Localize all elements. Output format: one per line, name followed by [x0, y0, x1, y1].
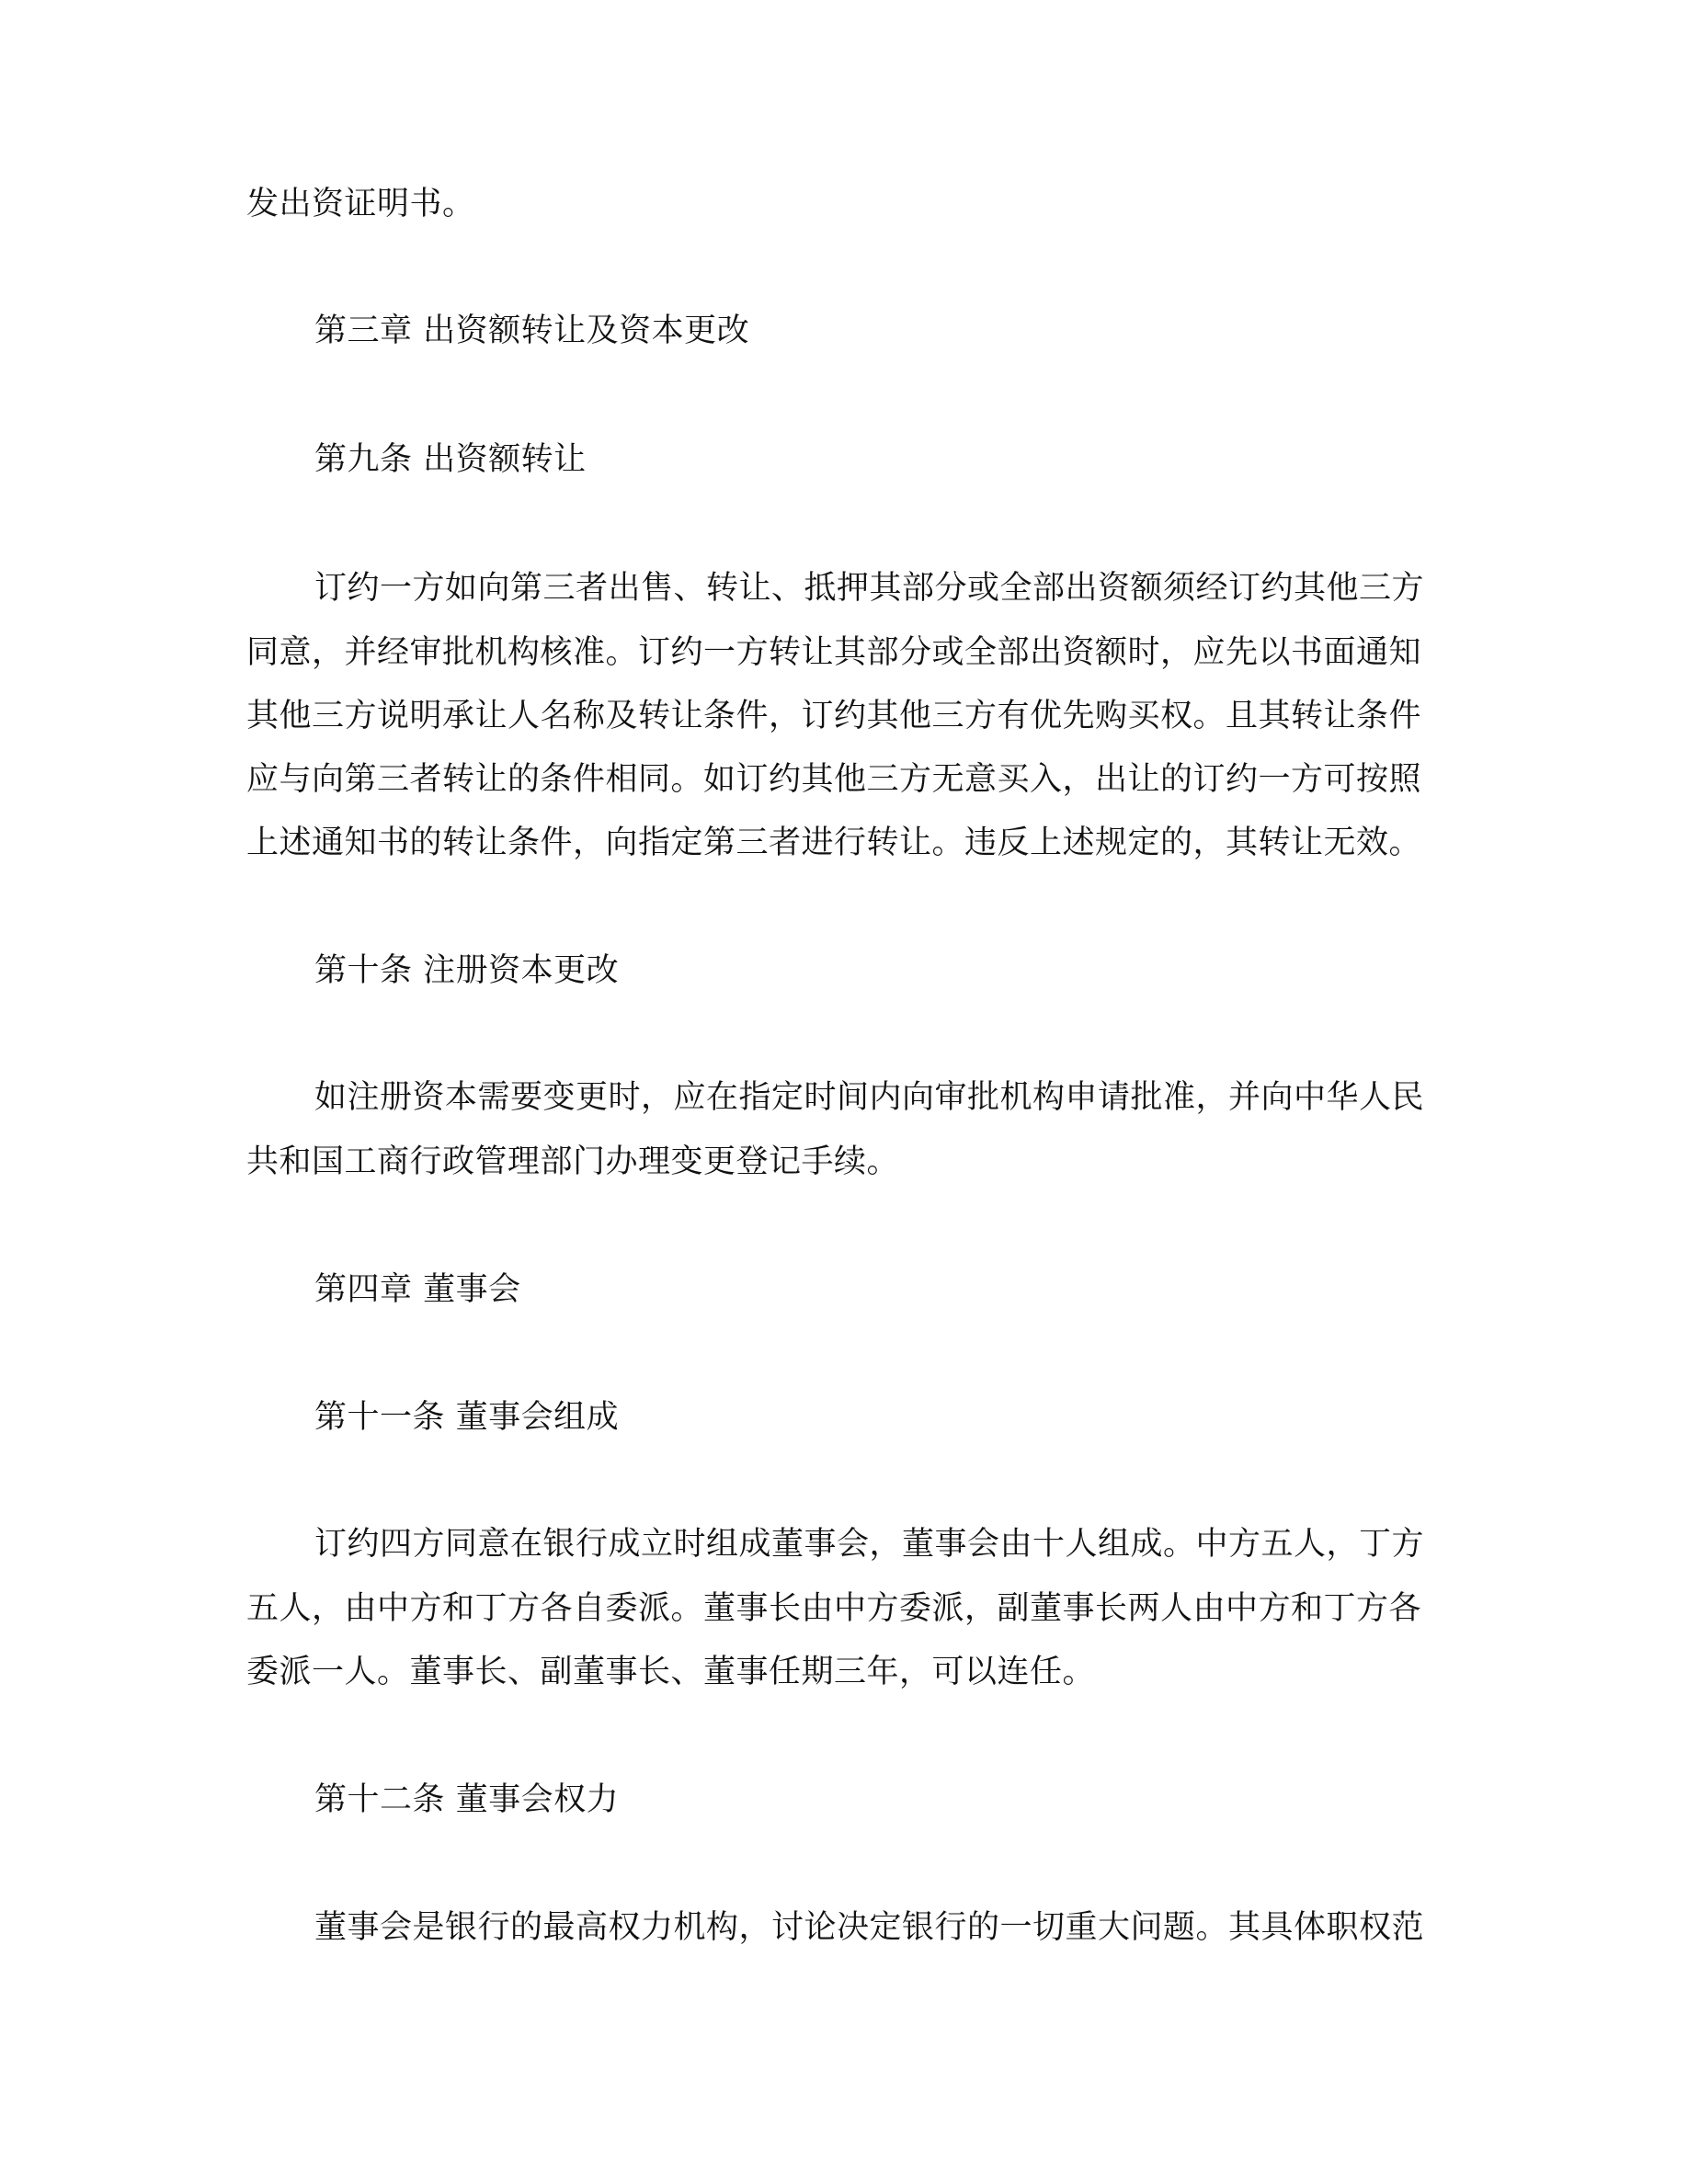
paragraph-continuation: 发出资证明书。: [246, 186, 475, 222]
paragraph-line: 其他三方说明承让人名称及转让条件，订约其他三方有优先购买权。且其转让条件: [246, 698, 1422, 734]
paragraph-line: 订约四方同意在银行成立时组成董事会，董事会由十人组成。中方五人，丁方: [314, 1526, 1425, 1563]
chapter-heading: 第三章 出资额转让及资本更改: [314, 313, 750, 349]
article-heading: 第十一条 董事会组成: [314, 1399, 620, 1436]
paragraph-line: 五人，由中方和丁方各自委派。董事长由中方委派，副董事长两人由中方和丁方各: [246, 1590, 1422, 1627]
paragraph-line: 同意，并经审批机构核准。订约一方转让其部分或全部出资额时，应先以书面通知: [246, 634, 1422, 671]
chapter-heading: 第四章 董事会: [314, 1271, 521, 1308]
paragraph-line: 订约一方如向第三者出售、转让、抵押其部分或全部出资额须经订约其他三方: [314, 570, 1425, 607]
paragraph-line: 上述通知书的转让条件，向指定第三者进行转让。违反上述规定的，其转让无效。: [246, 825, 1422, 861]
paragraph-line: 董事会是银行的最高权力机构，讨论决定银行的一切重大问题。其具体职权范: [314, 1909, 1425, 1946]
paragraph-line: 如注册资本需要变更时，应在指定时间内向审批机构申请批准，并向中华人民: [314, 1079, 1425, 1116]
paragraph-line: 委派一人。董事长、副董事长、董事任期三年，可以连任。: [246, 1654, 1096, 1690]
article-heading: 第十二条 董事会权力: [314, 1781, 620, 1818]
paragraph-line: 应与向第三者转让的条件相同。如订约其他三方无意买入，出让的订约一方可按照: [246, 761, 1422, 798]
article-heading: 第九条 出资额转让: [314, 441, 587, 478]
paragraph-line: 共和国工商行政管理部门办理变更登记手续。: [246, 1143, 900, 1180]
article-heading: 第十条 注册资本更改: [314, 952, 620, 989]
